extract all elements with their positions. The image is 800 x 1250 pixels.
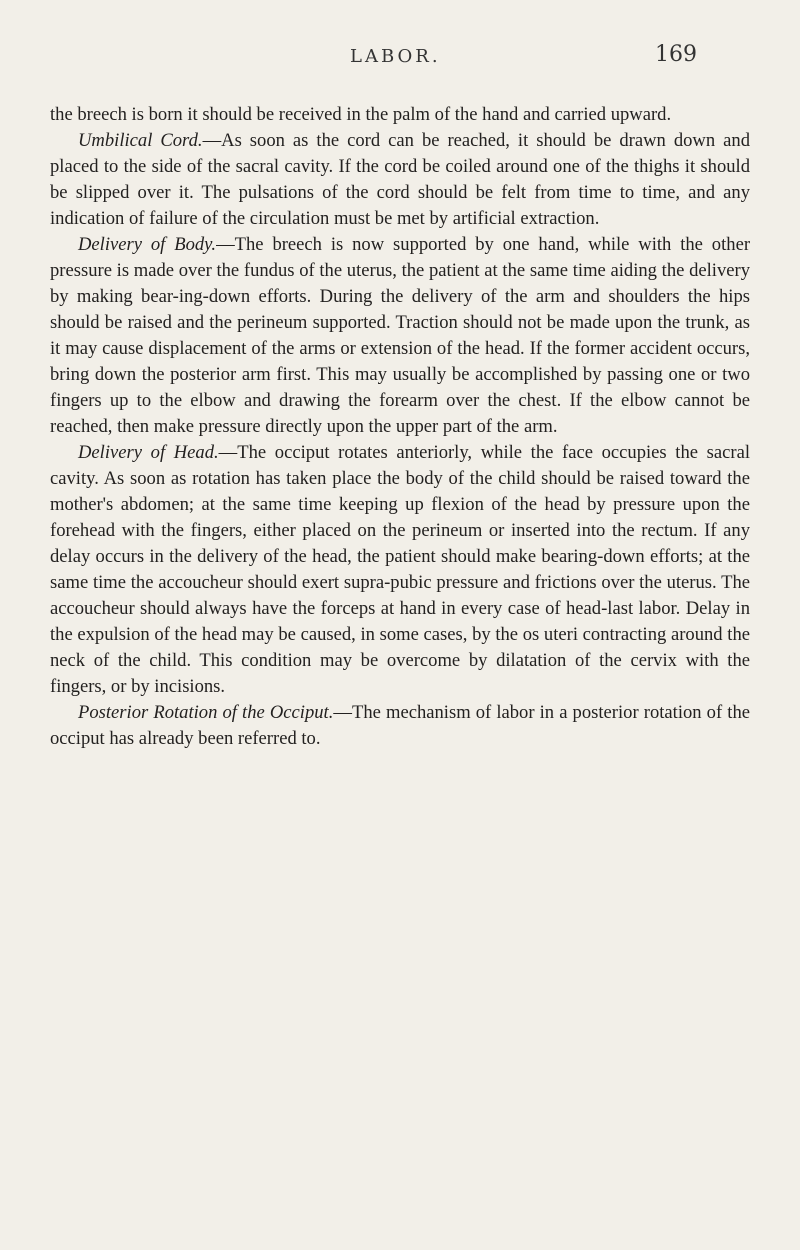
paragraph-umbilical-cord bbox=[50, 128, 750, 232]
paragraph-text: —As soon as the cord can be reached, it should be drawn down and placed to the side of the sacral cavity. If the cord be coiled around one of the thighs it should be slipped over it. The pulsations of the cord should be felt from time to time, and any indication of failure of the circulation must be met by artificial extraction. bbox=[50, 130, 750, 229]
paragraph-breech-continuation bbox=[50, 102, 750, 128]
paragraph-text: the breech is born it should be received in the palm of the hand and carried upward. bbox=[50, 104, 672, 125]
paragraph-delivery-of-head bbox=[50, 440, 750, 700]
body-text bbox=[50, 102, 750, 752]
paragraph-delivery-of-body bbox=[50, 232, 750, 440]
run-in-heading: Posterior Rotation of the Occiput. bbox=[78, 702, 334, 723]
running-title: LABOR. bbox=[350, 46, 441, 67]
page-header bbox=[0, 40, 800, 80]
run-in-heading: Delivery of Body. bbox=[78, 234, 217, 255]
paragraph-text: —The mechanism of labor in a posterior rotation of the occiput has already been referred to. bbox=[50, 702, 750, 749]
paragraph-text: —The breech is now supported by one hand, while with the other pressure is made over the fundus of the uterus, the patient at the same time aiding the delivery by making bear-ing-down efforts. During the delivery of the arm and shoulders the hips should be raised and the perineum supported. Traction should not be made upon the trunk, as it may cause displacement of the arms or extension of the head. If the former accident occurs, bring down the posterior arm first. This may usually be accomplished by passing one or two fingers up to the elbow and drawing the forearm over the chest. If the elbow cannot be reached, then make pressure directly upon the upper part of the arm. bbox=[50, 234, 751, 437]
page-number: 169 bbox=[655, 42, 697, 67]
paragraph-posterior-rotation bbox=[50, 700, 750, 752]
run-in-heading: Delivery of Head. bbox=[78, 442, 219, 463]
run-in-heading: Umbilical Cord. bbox=[78, 130, 203, 151]
paragraph-text: —The occiput rotates anteriorly, while the face occupies the sacral cavity. As soon as rotation has taken place the body of the child should be raised toward the mother's abdomen; at the same time keeping up flexion of the head by pressure upon the forehead with the fingers, either placed on the perineum or inserted into the rectum. If any delay occurs in the delivery of the head, the patient should make bearing-down efforts; at the same time the accoucheur should exert supra-pubic pressure and frictions over the uterus. The accoucheur should always have the forceps at hand in every case of head-last labor. Delay in the expulsion of the head may be caused, in some cases, by the os uteri contracting around the neck of the child. This condition may be overcome by dilatation of the cervix with the fingers, or by incisions. bbox=[50, 442, 750, 697]
